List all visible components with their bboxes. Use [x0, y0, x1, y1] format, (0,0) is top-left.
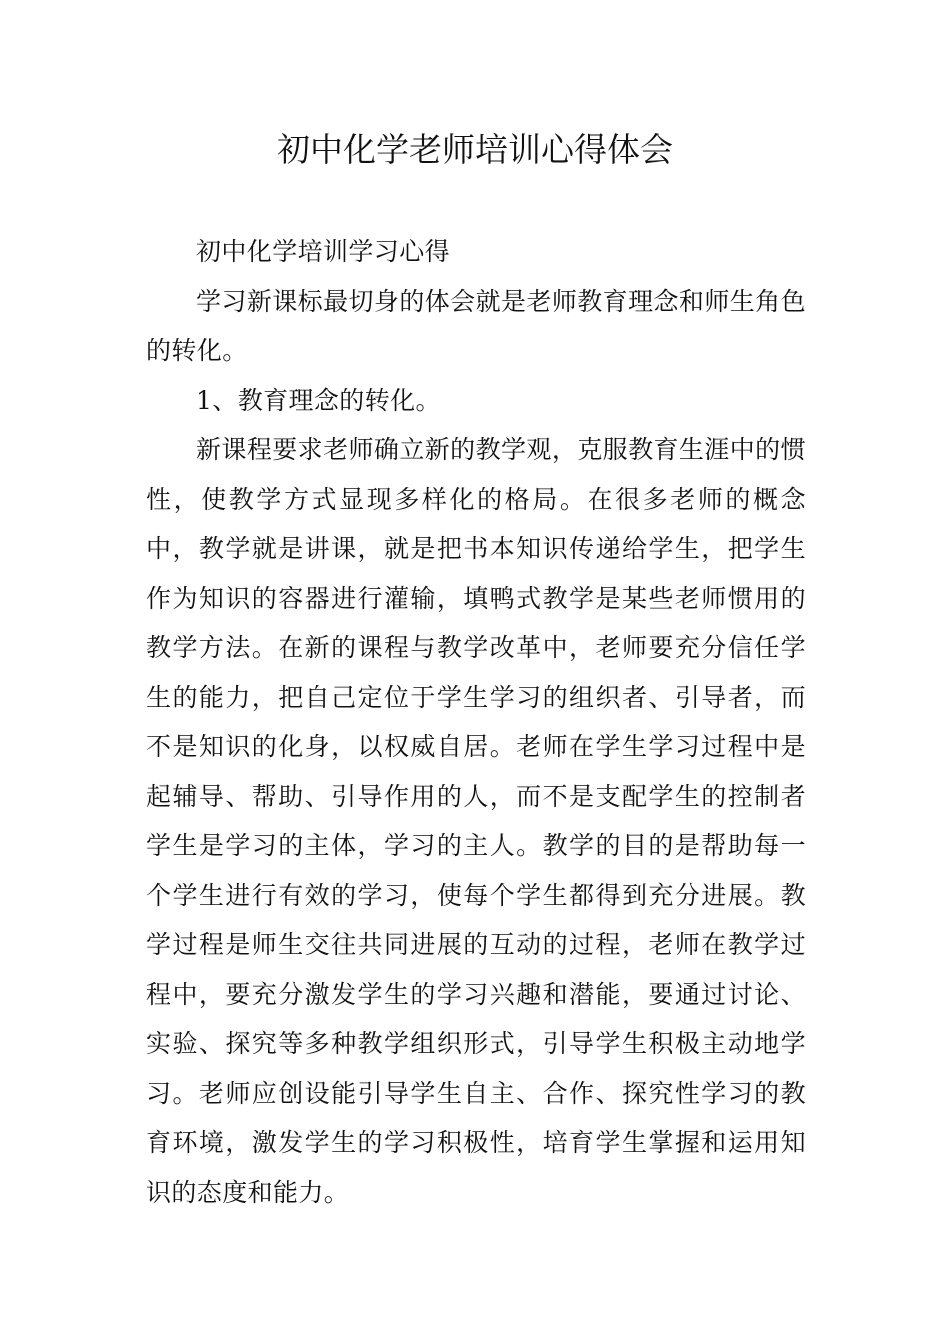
paragraph-intro: 学习新课标最切身的体会就是老师教育理念和师生角色的转化。 [146, 286, 806, 365]
paragraph-body: 新课程要求老师确立新的教学观，克服教育生涯中的惯性，使教学方式显现多样化的格局。在很多老师的概念中，教学就是讲课，就是把书本知识传递给学生，把学生作为知识的容器进行灌输，填鸭式教学是某些老师惯用的教学方法。在新的课程与教学改革中，老师要充分信任学生的能力，把自己定位于学生学习的组织者、引导者，而不是知识的化身，以权威自居。老师在学生学习过程中是起辅导、帮助、引导作用的人，而不是支配学生的控制者学生是学习的主体，学习的主人。教学的目的是帮助每一个学生进行有效的学习，使每个学生都得到充分进展。教学过程是师生交往共同进展的互动的过程，老师在教学过程中，要充分激发学生的学习兴趣和潜能，要通过讨论、实验、探究等多种教学组织形式，引导学生积极主动地学习。老师应创设能引导学生自主、合作、探究性学习的教育环境，激发学生的学习积极性，培育学生掌握和运用知识的态度和能力。 [146, 435, 806, 1207]
paragraph-subtitle: 初中化学培训学习心得 [196, 237, 451, 266]
document-body [146, 227, 806, 1217]
document-title: 初中化学老师培训心得体会 [277, 130, 673, 169]
paragraph-heading-1: 1、教育理念的转化。 [196, 385, 441, 415]
